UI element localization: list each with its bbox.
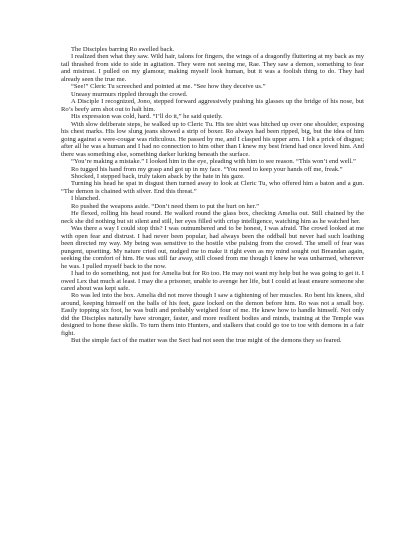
paragraph: I had to do something, not just for Amelia but for Ro too. He may not want my help but he was going to get it. I owed Lex that much at least. I may die a prisoner, unable to avenge her life, but I could at least ensure someone she cared about was kept safe. <box>61 270 364 292</box>
paragraph: His expression was cold, hard. “I’ll do it,” he said quietly. <box>71 113 223 121</box>
paragraph: The Disciples barring Ro swelled back. <box>71 46 175 53</box>
paragraph: “You’re making a mistake.” I looked him in the eye, pleading with him to see reason. “This won’t end well.” <box>71 158 356 166</box>
paragraph: He flexed, rolling his head round. He walked round the glass box, checking Amelia out. Still chained by the neck she did nothing but sit silent and still, her eyes filled with crisp intelligence, watching him as he watched her. <box>61 210 364 225</box>
paragraph: Ro was led into the box. Amelia did not move though I saw a tightening of her muscles. Ro bent his knees, slid around, keeping himself on the balls of his feet, gaze locked on the demon before him. Ro was not a small boy. Easily topping six foot, he was built and probably weighed four of me. He knew how to handle himself. Not only did the Disciples naturally have stronger, faster, and more resilient bodies and minds, training at the Temple was designed to hone these skills. To turn them into Hunters, and stalkers that could go toe to toe with demons in a fair fight. <box>61 292 364 337</box>
paragraph: Shocked, I stepped back, truly taken aback by the hate in his gaze. <box>71 172 245 180</box>
paragraph: Uneasy murmurs rippled through the crowd. <box>71 90 188 98</box>
paragraph: “See!” Cleric Tu screeched and pointed at me. “See how they deceive us.” <box>71 83 266 91</box>
paragraph: Was there a way I could stop this? I was outnumbered and to be honest, I was afraid. The crowd looked at me with open fear and distrust. I had never been popular, had always been the oddball but never had such loathing been directed my way. My being was sensitive to the hostile vibe pulsing from the crowd. The smell of fear was pungent, upsetting. My nature cried out, nudged me to make it right even as my mind sought out Breandan again, seeking the comfort of him. He was still far away, still closed from me though I knew he was unharmed, wherever he was. I pulled myself back to the now. <box>61 225 364 270</box>
book-page <box>61 46 364 345</box>
paragraph: A Disciple I recognized, Jono, stepped forward aggressively pushing his glasses up the bridge of his nose, but Ro’s beefy arm shot out to halt him. <box>61 98 364 113</box>
paragraph: But the simple fact of the matter was the Sect had not seen the true might of the demons they so feared. <box>71 337 342 345</box>
paragraph: I blanched. <box>71 195 101 203</box>
paragraph: Ro pushed the weapons aside. “Don’t need them to put the hurt on her.” <box>71 202 260 210</box>
paragraph: Ro tugged his hand from my grasp and got up in my face. “You need to keep your hands off me, freak.” <box>71 165 343 173</box>
paragraph: With slow deliberate steps, he walked up to Cleric Tu. His tee shirt was hitched up over one shoulder, exposing his chest marks. His low slung jeans showed a strip of boxer. Ro always had been ripped, big, but the idea of him going against a were-cougar was ridiculous. He passed by me, and I clasped his upper arm. I felt a prick of disgust; after all he was a human and I had no connection to him other than I knew my best friend had once loved him. And there was something else, something darker lurking beneath the surface. <box>61 120 364 158</box>
paragraph: Turning his head he spat in disgust then turned away to look at Cleric Tu, who offered him a baton and a gun. “The demon is chained with silver. End this threat.” <box>61 180 364 195</box>
paragraph: I realized then what they saw. Wild hair, talons for fingers, the wings of a dragonfly fluttering at my back as my tail thrashed from side to side in agitation. They were not seeing me, Rae. They saw a demon, something to fear and mistrust. I pulled on my glamour, making myself look human, but it was a foolish thing to do. They had already seen the true me. <box>61 53 364 83</box>
